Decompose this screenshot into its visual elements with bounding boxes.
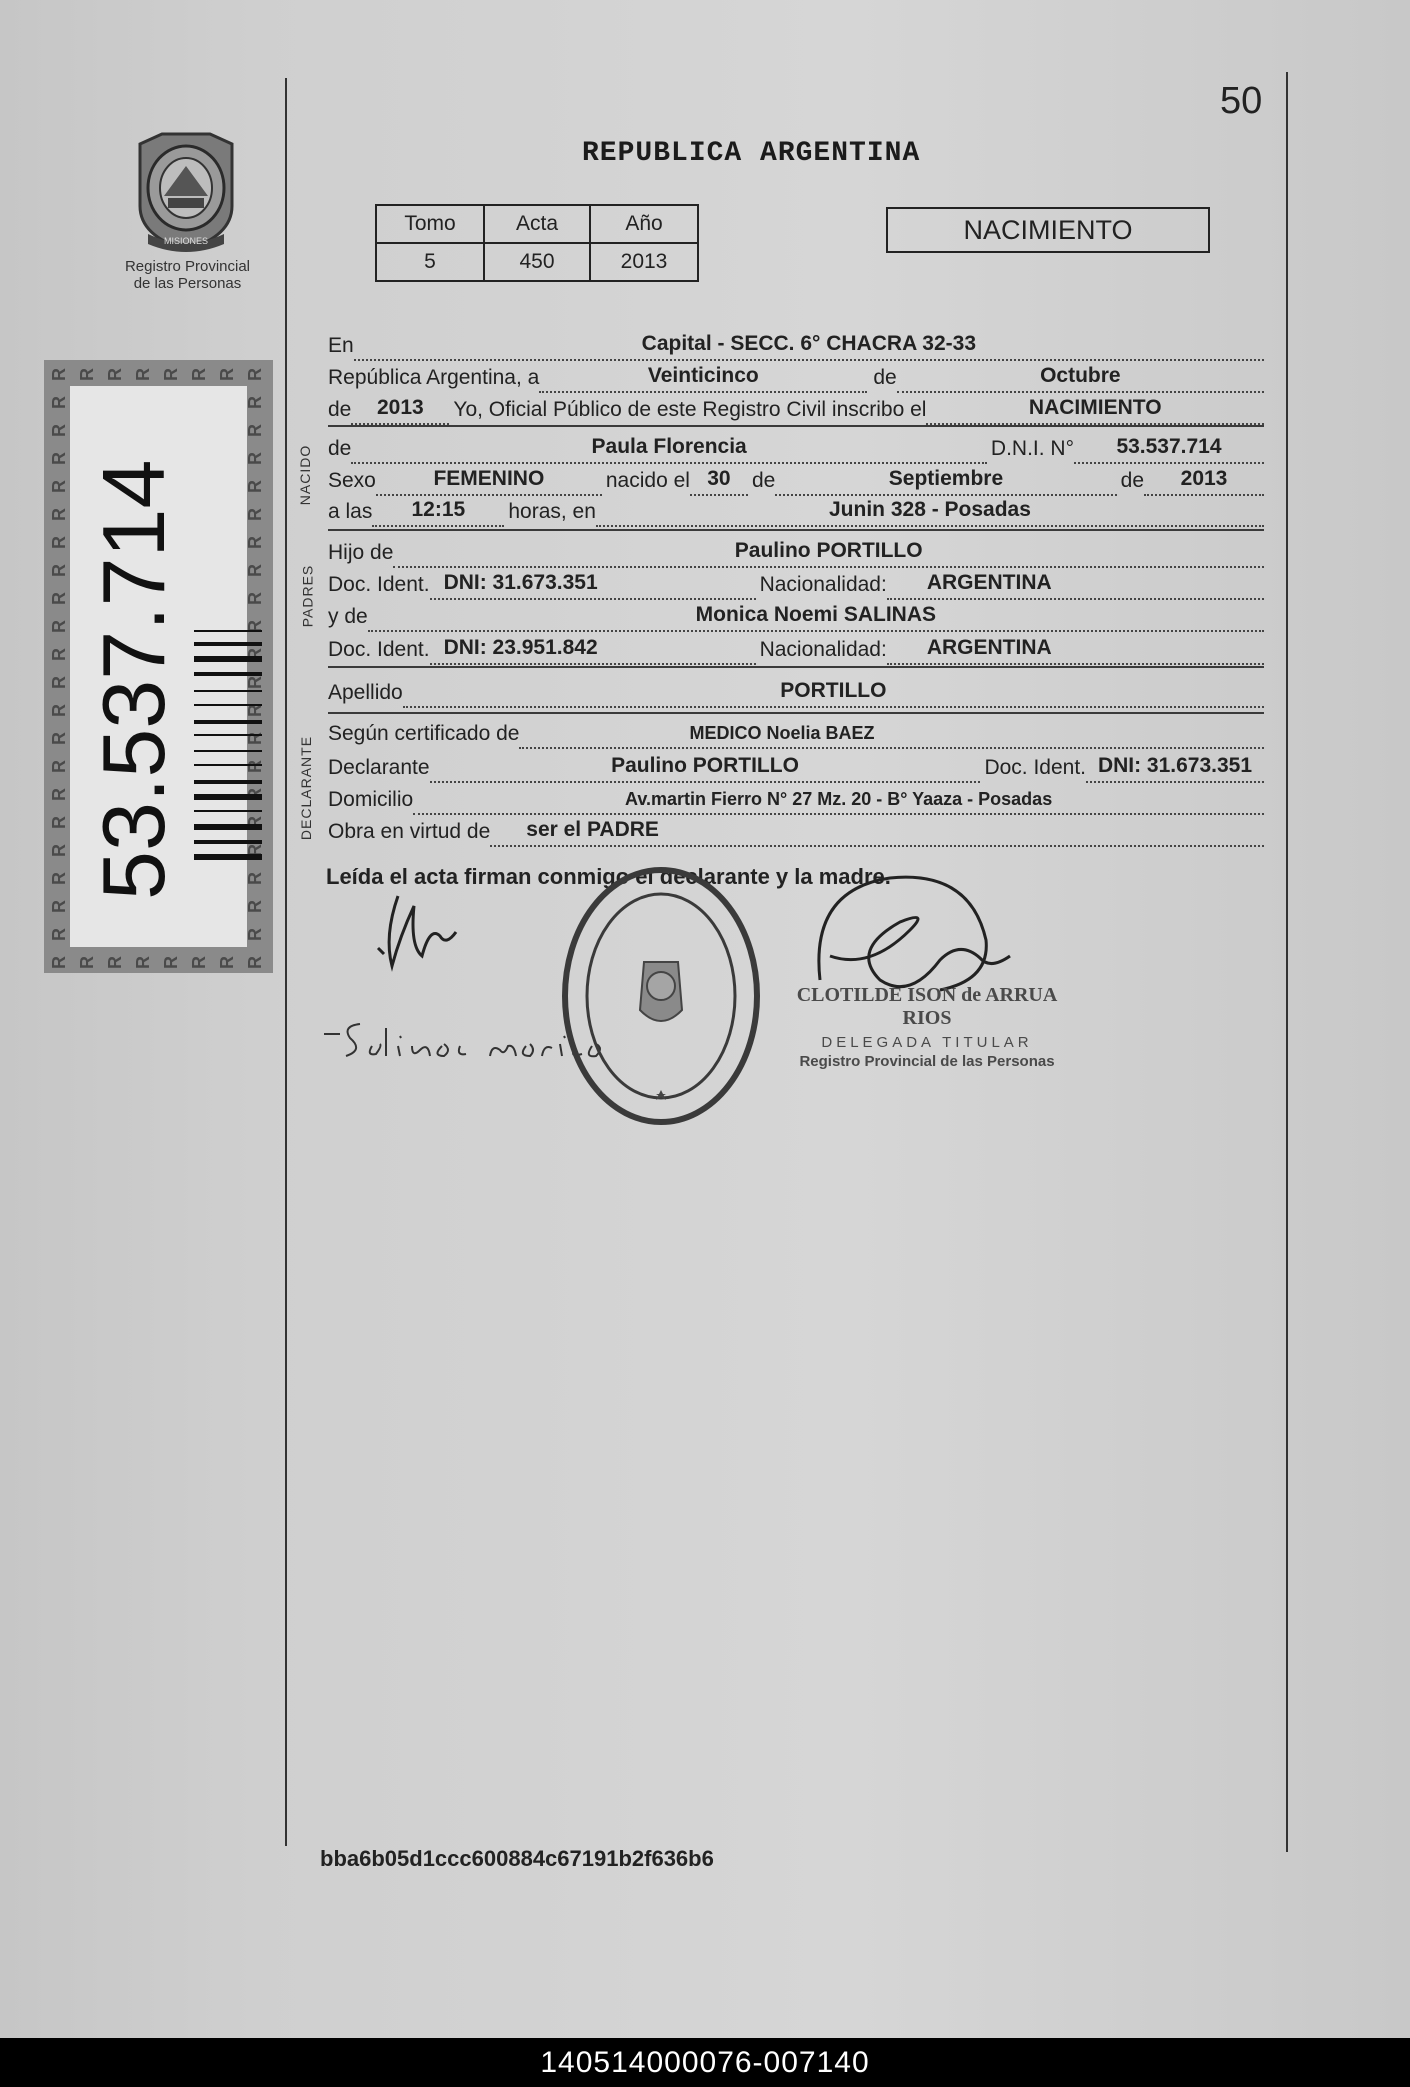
row-hora — [328, 497, 1264, 527]
padre-field — [393, 538, 1264, 568]
footer-code: 140514000076-007140 — [0, 2038, 1410, 2087]
hora-field — [372, 497, 504, 527]
row-certificado — [328, 719, 1264, 749]
birth-de2-label: de — [1120, 469, 1144, 492]
divider-declarante-top — [328, 712, 1264, 714]
padre-nac-value: ARGENTINA — [926, 571, 1052, 594]
row-sexo — [328, 466, 1264, 496]
official-stamp-text — [782, 984, 1072, 1070]
birth-day-value: 30 — [707, 467, 731, 490]
sexo-field — [376, 466, 602, 496]
sexo-value: FEMENINO — [433, 467, 545, 490]
row-padre-doc — [328, 570, 1264, 600]
barcode-bar — [194, 704, 262, 706]
name-value: Paula Florencia — [591, 435, 747, 458]
birth-month-field — [775, 466, 1116, 496]
declarante-doc-field — [1086, 753, 1264, 783]
row-declarante — [328, 753, 1264, 783]
svg-text:MISIONES: MISIONES — [163, 236, 209, 246]
barcode-sticker — [44, 360, 273, 973]
barcode-bar — [194, 794, 262, 800]
registry-logo — [128, 126, 244, 254]
official-name: CLOTILDE ISON de ARRUA RIOS — [796, 984, 1058, 1029]
official-title: DELEGADA TITULAR — [821, 1034, 1033, 1051]
row-obra — [328, 817, 1264, 847]
padre-nac-field — [887, 570, 1264, 600]
barcode-bar — [194, 824, 262, 830]
dni-field — [1074, 434, 1264, 464]
barcode-number: 53.537.714 — [84, 459, 183, 900]
registry-label-line2: de las Personas — [133, 275, 242, 292]
birth-de-label: de — [751, 469, 776, 492]
record-table — [375, 204, 699, 282]
barcode-bar — [194, 690, 262, 692]
registry-label-line1: Registro Provincial — [124, 258, 251, 275]
divider-padres-top — [328, 529, 1264, 531]
record-header-tomo: Tomo — [376, 205, 484, 243]
section-label-nacido: NACIDO — [297, 444, 314, 506]
record-value-tomo: 5 — [376, 243, 484, 281]
barcode-bar — [194, 810, 262, 812]
right-margin-line — [1286, 72, 1288, 1852]
padre-value: Paulino PORTILLO — [734, 539, 923, 562]
closing-text: Leída el acta firman conmigo el declarante y la madre. — [326, 864, 891, 889]
domicilio-field — [413, 785, 1264, 815]
page-number: 50 — [1220, 80, 1263, 122]
row-y-de — [328, 602, 1264, 632]
en-value: Capital - SECC. 6° CHACRA 32-33 — [641, 332, 977, 355]
barcode-bar — [194, 630, 262, 632]
row-en — [328, 331, 1264, 361]
barcode-bar — [194, 780, 262, 784]
section-label-padres: PADRES — [299, 564, 316, 628]
record-header-acta: Acta — [484, 205, 590, 243]
madre-doc-label: Doc. Ident. — [328, 638, 430, 661]
row-apellido — [328, 678, 1264, 708]
padre-doc-value: DNI: 31.673.351 — [443, 571, 598, 594]
madre-value: Monica Noemi SALINAS — [695, 603, 937, 626]
year-value: 2013 — [377, 396, 424, 419]
domicilio-value: Av.martin Fierro N° 27 Mz. 20 - B° Yaaza - Posadas — [624, 789, 1053, 809]
barcode-bar — [194, 656, 262, 662]
de2-label: de — [328, 398, 352, 421]
lugar-field — [596, 497, 1264, 527]
declarante-value: Paulino PORTILLO — [611, 754, 799, 777]
name-field — [351, 434, 987, 464]
birth-month-value: Septiembre — [888, 467, 1004, 490]
row-republica — [328, 363, 1264, 393]
dni-value: 53.537.714 — [1116, 435, 1222, 458]
official-seal — [556, 860, 766, 1132]
birth-day-field — [690, 466, 748, 496]
barcode-bar — [194, 854, 262, 860]
padre-nac-label: Nacionalidad: — [759, 573, 887, 596]
declarante-doc-label: Doc. Ident. — [984, 756, 1086, 779]
certificado-label: Según certificado de — [328, 722, 520, 745]
declarant-signature — [370, 876, 480, 986]
birth-year-field — [1144, 466, 1264, 496]
day-field — [539, 363, 867, 393]
domicilio-label: Domicilio — [328, 788, 414, 811]
row-oficial — [328, 395, 1264, 425]
declarante-label: Declarante — [328, 756, 430, 779]
divider-apellido-top — [328, 666, 1264, 668]
certificado-field — [519, 719, 1264, 749]
de-label: de — [873, 366, 897, 389]
barcode-bar — [194, 642, 262, 646]
dni-label: D.N.I. N° — [990, 437, 1074, 460]
y-de-label: y de — [328, 605, 368, 628]
obra-value: ser el PADRE — [526, 818, 659, 841]
section-label-declarante: DECLARANTE — [298, 735, 315, 841]
barcode-bar — [194, 672, 262, 676]
barcode-bar — [194, 720, 262, 724]
obra-label: Obra en virtud de — [328, 820, 491, 843]
padre-doc-label: Doc. Ident. — [328, 573, 430, 596]
day-value: Veinticinco — [647, 364, 759, 387]
madre-field — [368, 602, 1264, 632]
apellido-label: Apellido — [328, 681, 403, 704]
a-las-label: a las — [328, 500, 373, 523]
apellido-value: PORTILLO — [780, 679, 887, 702]
hora-value: 12:15 — [411, 498, 466, 521]
oficial-text: Yo, Oficial Público de este Registro Civil inscribo el — [453, 398, 927, 421]
barcode-bar — [194, 764, 262, 766]
madre-doc-value: DNI: 23.951.842 — [443, 636, 598, 659]
lugar-value: Junin 328 - Posadas — [829, 498, 1031, 521]
sexo-label: Sexo — [328, 469, 376, 492]
certificado-value: MEDICO Noelia BAEZ — [689, 723, 875, 743]
registry-label — [105, 258, 270, 292]
nacido-el-label: nacido el — [605, 469, 690, 492]
row-madre-doc — [328, 635, 1264, 665]
record-type-box: NACIMIENTO — [886, 207, 1210, 253]
republica-label: República Argentina, a — [328, 366, 540, 389]
row-domicilio — [328, 785, 1264, 815]
declarante-field — [430, 753, 981, 783]
obra-field — [490, 817, 1264, 847]
madre-nac-field — [887, 635, 1264, 665]
apellido-field — [403, 678, 1264, 708]
birth-year-value: 2013 — [1180, 467, 1228, 490]
padre-doc-field — [430, 570, 756, 600]
country-title: REPUBLICA ARGENTINA — [582, 138, 921, 169]
record-header-anio: Año — [590, 205, 698, 243]
barcode-bar — [194, 840, 262, 844]
declarante-doc-value: DNI: 31.673.351 — [1097, 754, 1253, 777]
divider-nacido-top — [328, 425, 1264, 427]
record-value-acta: 450 — [484, 243, 590, 281]
madre-nac-label: Nacionalidad: — [759, 638, 887, 661]
official-org: Registro Provincial de las Personas — [799, 1053, 1055, 1070]
hash-code: bba6b05d1ccc600884c67191b2f636b6 — [320, 1846, 714, 1871]
inscribo-value: NACIMIENTO — [1028, 396, 1162, 419]
madre-nac-value: ARGENTINA — [926, 636, 1052, 659]
row-hijo-de — [328, 538, 1264, 568]
name-label: de — [328, 437, 352, 460]
en-label: En — [328, 334, 354, 357]
row-nombre — [328, 434, 1264, 464]
month-field — [897, 363, 1264, 393]
barcode-bar — [194, 734, 262, 736]
madre-doc-field — [430, 635, 756, 665]
en-field — [354, 331, 1264, 361]
horas-en-label: horas, en — [508, 500, 596, 523]
barcode-bar — [194, 750, 262, 752]
inscribo-field — [926, 395, 1264, 425]
month-value: Octubre — [1040, 364, 1121, 387]
year-field — [351, 395, 449, 425]
left-margin-line — [285, 78, 287, 1846]
record-value-anio: 2013 — [590, 243, 698, 281]
hijo-de-label: Hijo de — [328, 541, 394, 564]
